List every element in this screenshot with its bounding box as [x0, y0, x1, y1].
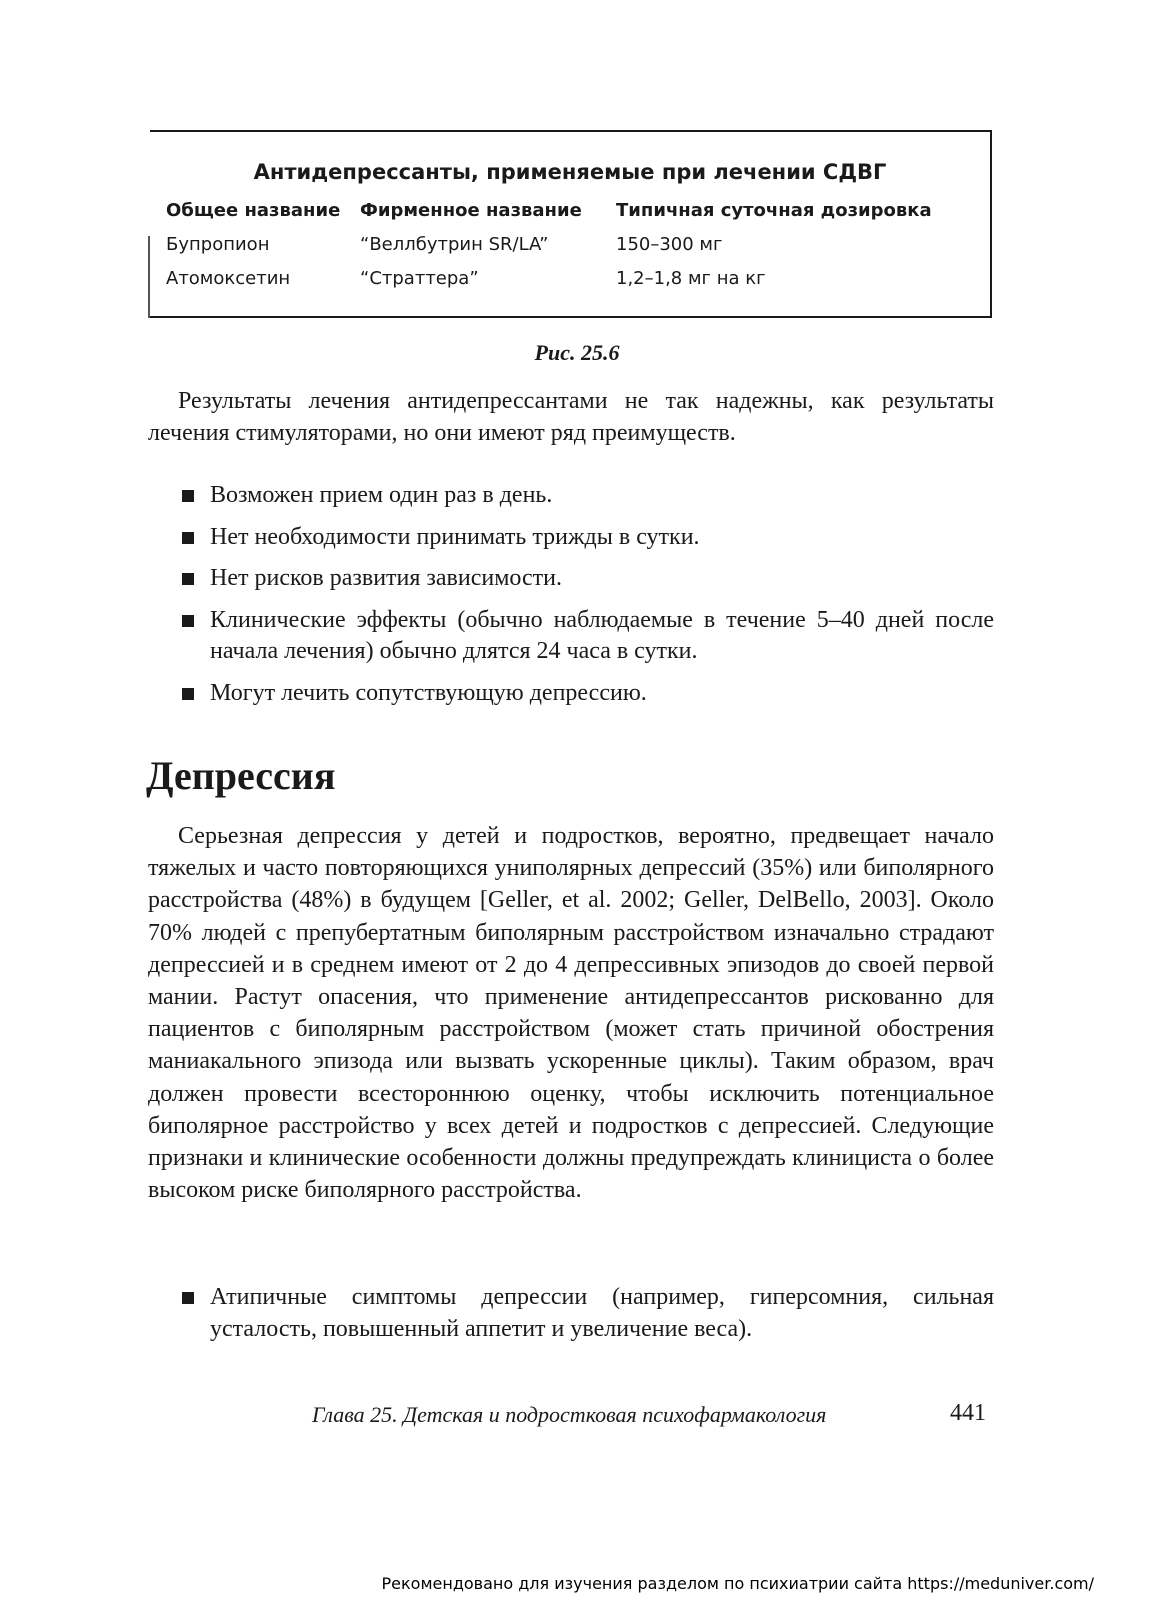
table-cell: 1,2–1,8 мг на кг — [616, 268, 766, 289]
table-cell: Атомоксетин — [166, 268, 291, 289]
figure-box — [150, 130, 992, 318]
section-heading: Депрессия — [146, 753, 336, 798]
bullet-square-icon — [182, 490, 194, 502]
list-item — [182, 522, 994, 554]
figure-caption: Рис. 25.6 — [534, 340, 620, 365]
list-item-text: Клинические эффекты (обычно наблюдаемые в течение 5–40 дней после начала лечения) обычно длятся 24 часа в сутки. — [210, 606, 994, 664]
list-item — [182, 1282, 994, 1345]
list-item-text: Атипичные симптомы депрессии (например, гиперсомния, сильная усталость, повышенный аппетит и увеличение веса). — [210, 1284, 994, 1342]
bullet-square-icon — [182, 532, 194, 544]
table-cell: “Веллбутрин SR/LA” — [360, 234, 549, 255]
intro-paragraph: Результаты лечения антидепрессантами не так надежны, как результаты лечения стимуляторами, но они имеют ряд преимуществ. — [148, 388, 994, 446]
table-header-cell: Типичная суточная дозировка — [616, 200, 932, 221]
watermark: Рекомендовано для изучения разделом по психиатрии сайта https://meduniver.com/ — [381, 1574, 1094, 1593]
list-item-text: Могут лечить сопутствующую депрессию. — [210, 679, 647, 706]
advantages-list — [182, 480, 994, 719]
list-item-text: Возможен прием один раз в день. — [210, 482, 553, 508]
page-number: 441 — [950, 1400, 986, 1426]
list-item — [182, 605, 994, 668]
list-item — [182, 678, 994, 710]
bullet-square-icon — [182, 688, 194, 700]
bullet-square-icon — [182, 1292, 194, 1304]
table-cell: Бупропион — [166, 234, 270, 255]
list-item — [182, 563, 994, 595]
bullet-square-icon — [182, 615, 194, 627]
section-paragraph: Серьезная депрессия у детей и подростков, вероятно, предвещает начало тяжелых и часто повторяющихся униполярных депрессий (35%) или биполярного расстройства (48%) в будущем [Geller, et al. 2002; Geller, DelBello, 2003]. Около 70% людей с препубертатным биполярным расстройством изначально страдают депрессией и в среднем имеют от 2 до 4 депрессивных эпизодов до своей первой мании. Растут опасения, что применение антидепрессантов рискованно для пациентов с биполярным расстройством (может стать причиной обострения маниакального эпизода или вызвать ускоренные циклы). Таким образом, врач должен провести всестороннюю оценку, чтобы исключить потенциальное биполярное расстройство у всех детей и подростков с депрессией. Следующие признаки и клинические особенности должны предупреждать клинициста о более высоком риске биполярного расстройства. — [148, 823, 994, 1204]
table-header-cell: Фирменное название — [360, 200, 582, 221]
list-item — [182, 480, 994, 512]
table-cell: “Страттера” — [360, 268, 479, 289]
list-item-text: Нет необходимости принимать трижды в сутки. — [210, 523, 700, 550]
table-header-cell: Общее название — [166, 200, 341, 221]
figure-title: Антидепрессанты, применяемые при лечении СДВГ — [253, 160, 887, 184]
risk-signs-list — [182, 1282, 994, 1355]
list-item-text: Нет рисков развития зависимости. — [210, 565, 562, 591]
figure-left-border — [148, 236, 150, 318]
running-footer-chapter: Глава 25. Детская и подростковая психофармакология — [312, 1402, 827, 1427]
table-cell: 150–300 мг — [616, 234, 723, 255]
bullet-square-icon — [182, 573, 194, 585]
